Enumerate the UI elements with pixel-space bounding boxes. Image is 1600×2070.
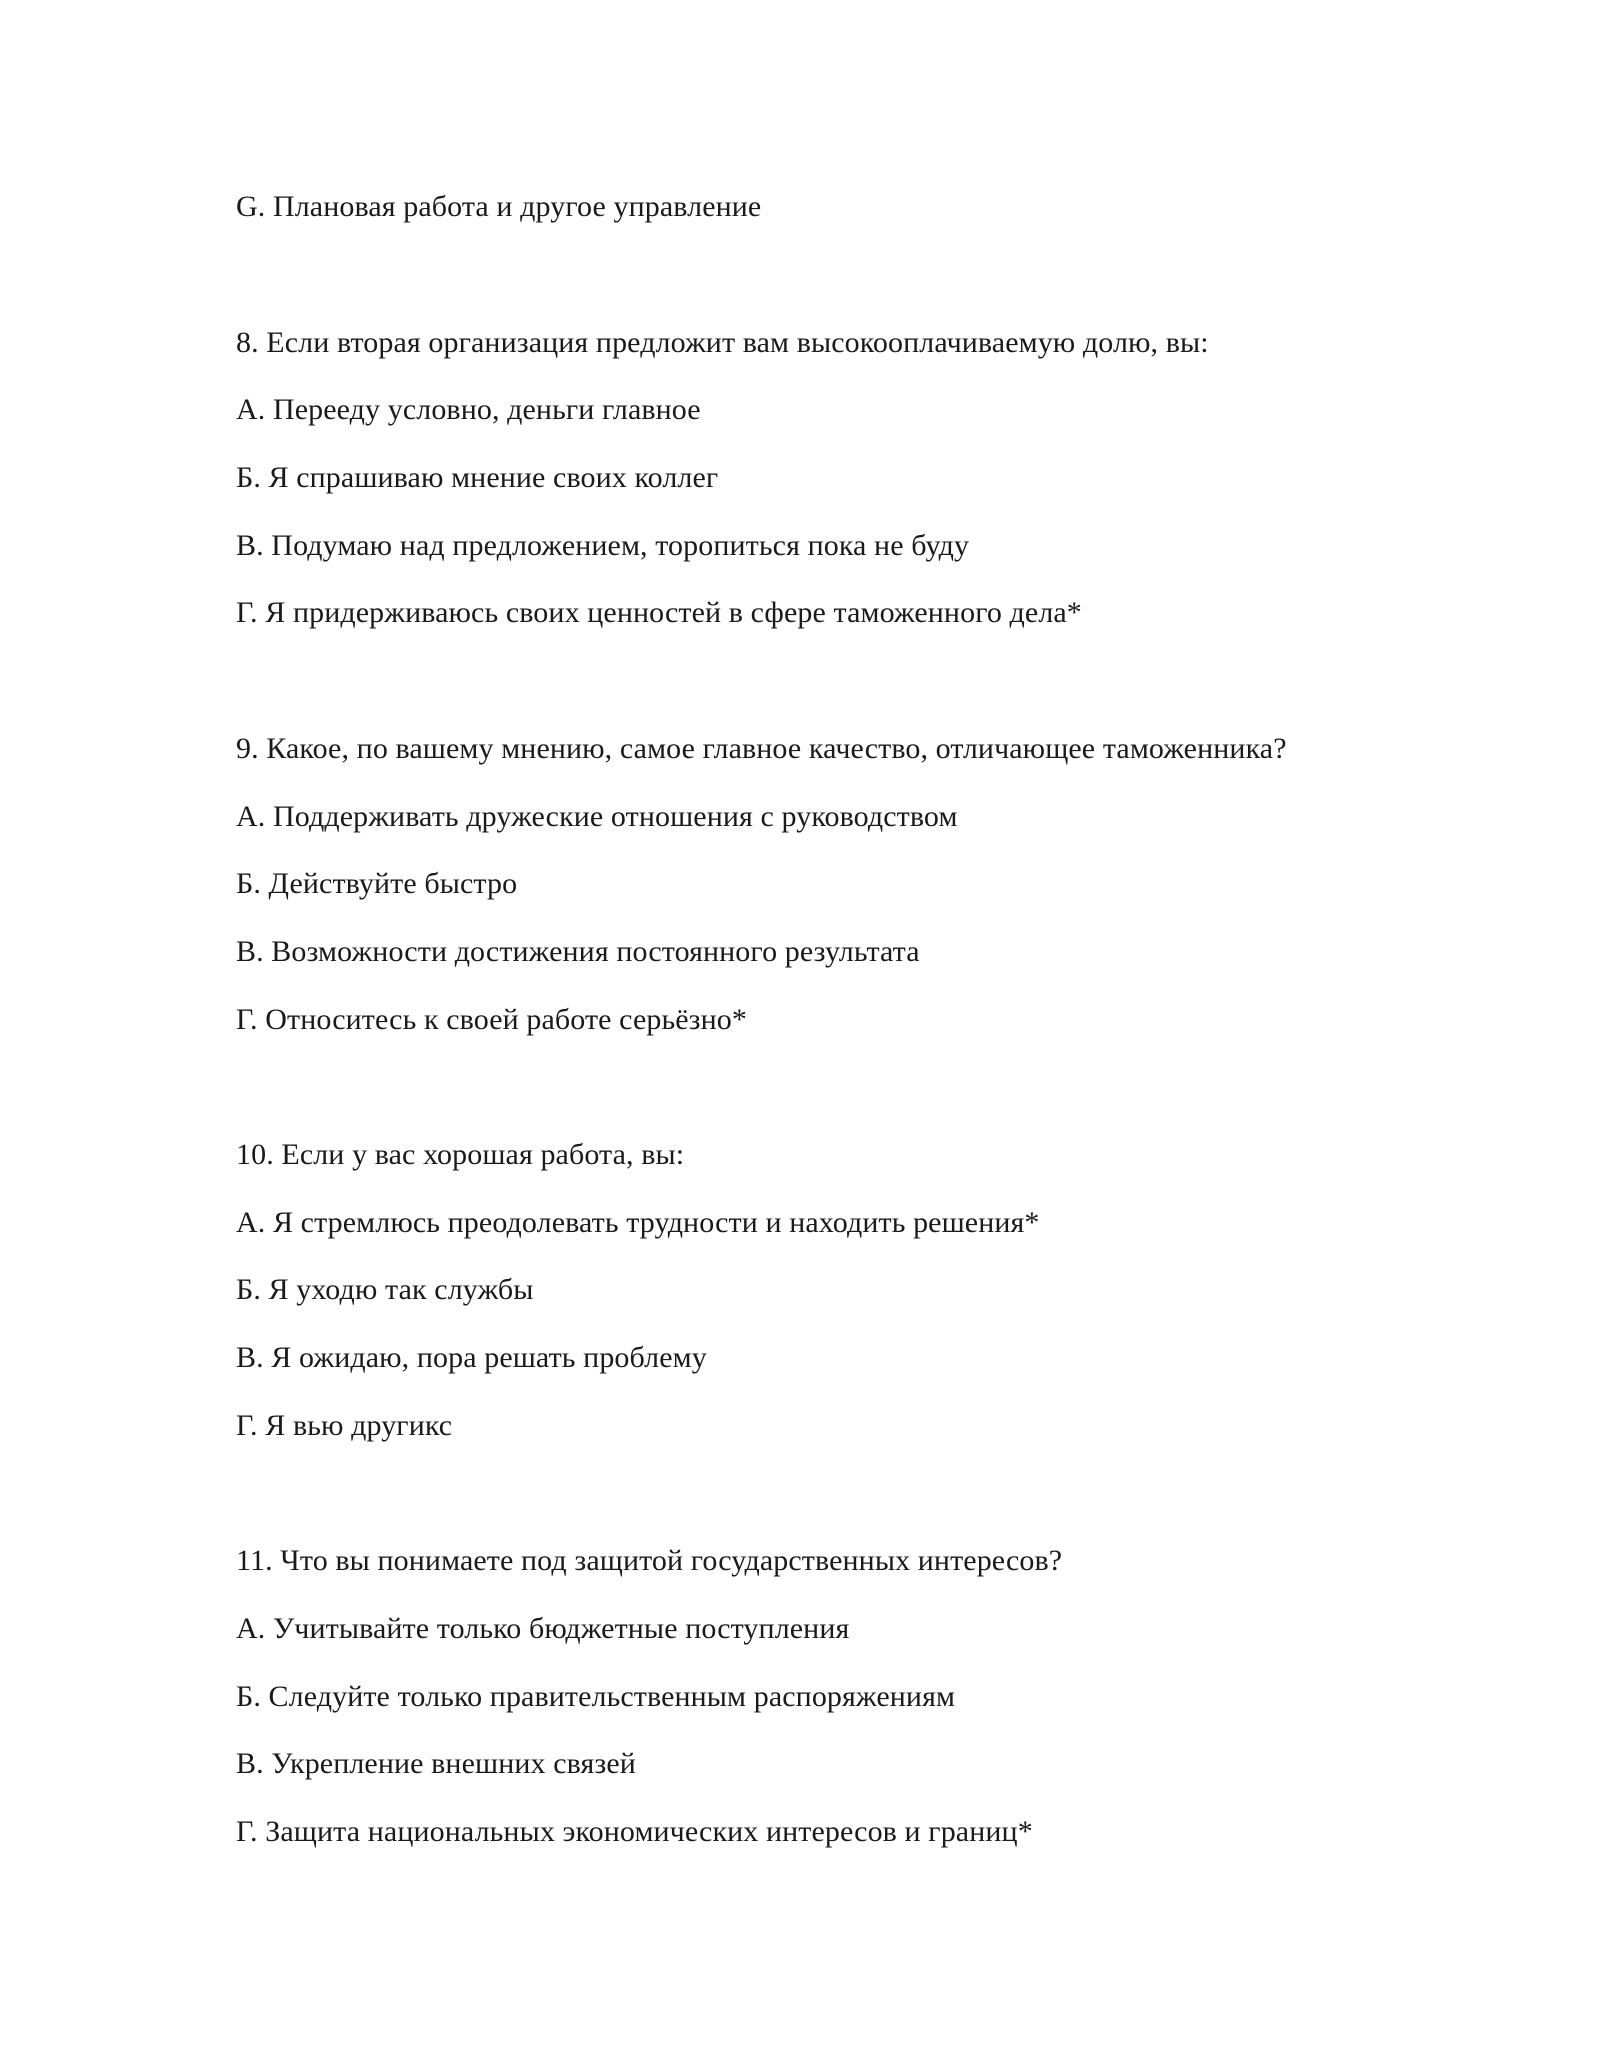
option-a-q11: А. Учитывайте только бюджетные поступления [236,1612,850,1645]
question-9: 9. Какое, по вашему мнению, самое главное качество, отличающее таможенника? [236,732,1287,765]
option-c-q10: В. Я ожидаю, пора решать проблему [236,1341,707,1374]
option-a-q9: А. Поддерживать дружеские отношения с руководством [236,800,958,833]
option-g-q7: G. Плановая работа и другое управление [236,190,762,223]
option-d-q10: Г. Я вью другикс [236,1409,453,1442]
option-b-q10: Б. Я уходю так службы [236,1273,534,1306]
option-b-q11: Б. Следуйте только правительственным распоряжениям [236,1680,956,1713]
option-b-q8: Б. Я спрашиваю мнение своих коллег [236,461,719,494]
option-c-q11: В. Укрепление внешних связей [236,1747,636,1780]
option-a-q10: А. Я стремлюсь преодолевать трудности и находить решения* [236,1206,1040,1239]
question-10: 10. Если у вас хорошая работа, вы: [236,1138,685,1171]
option-d-q11: Г. Защита национальных экономических интересов и границ* [236,1815,1033,1848]
option-d-q8: Г. Я придерживаюсь своих ценностей в сфере таможенного дела* [236,596,1082,629]
question-11: 11. Что вы понимаете под защитой государственных интересов? [236,1544,1063,1577]
question-8: 8. Если вторая организация предложит вам высокооплачиваемую долю, вы: [236,326,1209,359]
option-c-q9: В. Возможности достижения постоянного результата [236,935,920,968]
option-c-q8: В. Подумаю над предложением, торопиться пока не буду [236,529,970,562]
option-d-q9: Г. Относитесь к своей работе серьёзно* [236,1003,747,1036]
option-b-q9: Б. Действуйте быстро [236,867,518,900]
option-a-q8: А. Перееду условно, деньги главное [236,393,701,426]
